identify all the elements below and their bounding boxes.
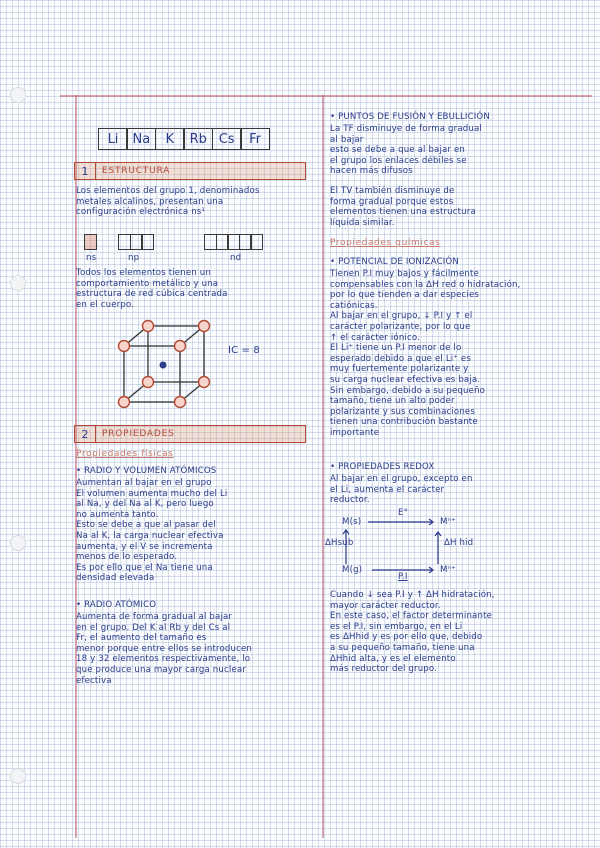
radius-volume-text: Aumentan al bajar en el grupo El volumen aumenta mucho del Li al Na, y del Na al K, pero luego no aumenta tanto. Esto se debe a que al pasar del Na al K, la carga nuclear efectiva aumenta, y el V se incrementa menos de lo esperado. Es por ello que el Na tiene una densidad elevada	[76, 478, 228, 584]
ns-orbital	[84, 234, 96, 250]
element-symbols-table	[98, 128, 268, 150]
nd-orbitals	[204, 234, 262, 250]
radius-volume-heading: • RADIO Y VOLUMEN ATÓMICOS	[76, 466, 217, 476]
ion-gas-label: Mⁿ⁺	[440, 565, 456, 575]
binder-hole	[10, 275, 26, 291]
binder-hole	[10, 535, 26, 551]
nd-label: nd	[230, 253, 242, 263]
section-title: ESTRUCTURA	[102, 166, 171, 176]
redox-heading: • PROPIEDADES REDOX	[330, 462, 435, 472]
section-1-header	[74, 162, 306, 180]
melting-boiling-heading: • PUNTOS DE FUSIÓN Y EBULLICIÓN	[330, 112, 490, 122]
section-number: 2	[75, 426, 96, 442]
section-number: 1	[75, 163, 96, 179]
orbital-box	[84, 234, 97, 250]
symbol-cell: Fr	[240, 128, 270, 150]
physical-properties-heading: Propiedades físicas	[76, 449, 174, 459]
bcc-description: Todos los elementos tienen un comportamiento metálico y una estructura de red cúbica centrada en el cuerpo.	[76, 268, 228, 310]
atomic-radius-text: Aumenta de forma gradual al bajar en el grupo. Del K al Rb y del Cs al Fr, el aumento del tamaño es menor porque entre ellos se introducen 18 y 32 elementos respectivamente, lo que produce una mayor carga nuclear efectiva	[76, 612, 253, 686]
middle-margin-line	[322, 95, 324, 838]
orbital-box	[141, 234, 154, 250]
metal-gas-label: M(g)	[342, 565, 363, 575]
orbital-box	[250, 234, 263, 250]
symbol-cell: Cs	[212, 128, 242, 150]
binder-hole	[10, 768, 26, 784]
np-orbitals	[118, 234, 153, 250]
hydration-enthalpy-label: ΔH hid	[444, 538, 474, 548]
boiling-point-text: El TV también disminuye de forma gradual porque estos elementos tienen una estructura líquida similar.	[330, 186, 476, 228]
symbol-cell: Rb	[183, 128, 213, 150]
section-title: PROPIEDADES	[102, 429, 175, 439]
binder-hole	[10, 87, 26, 103]
ns-label: ns	[86, 253, 97, 263]
coordination-index-label: IC = 8	[228, 345, 260, 356]
intro-text: Los elementos del grupo 1, denominados metales alcalinos, presentan una configuración electrónica ns¹	[76, 186, 260, 218]
symbol-cell: Li	[98, 128, 128, 150]
chemical-properties-heading: Propiedades químicas	[330, 238, 441, 248]
conclusion-text: Cuando ↓ sea P.I y ↑ ΔH hidratación, mayor carácter reductor. En este caso, el factor determinante es el P.I, sin embargo, en el Li es ΔHhid y es por ello que, debido a su pequeño tamaño, tiene una ΔHhid alta, y es el elemento más reductor del grupo.	[330, 590, 495, 675]
melting-point-text: La TF disminuye de forma gradual al bajar esto se debe a que al bajar en el grupo los enlaces débiles se hacen más difusos	[330, 124, 482, 177]
ionization-heading: • POTENCIAL DE IONIZACIÓN	[330, 257, 459, 267]
atomic-radius-heading: • RADIO ATÓMICO	[76, 600, 157, 610]
sublimation-enthalpy-label: ΔHsub	[325, 538, 354, 548]
standard-potential-label: E°	[398, 508, 409, 518]
symbol-cell: Na	[126, 128, 156, 150]
top-margin-line	[60, 95, 592, 97]
redox-text: Al bajar en el grupo, excepto en el Li, aumenta el carácter reductor.	[330, 474, 473, 506]
np-label: np	[128, 253, 140, 263]
ionization-text: Tienen P.I muy bajos y fácilmente compensables con la ΔH red o hidratación, por lo que tienden a dar especies catiónicas. Al bajar en el grupo, ↓ P.I y ↑ el carácter polarizante, por lo que ↑ el carácter iónico. El Li⁺ tiene un P.I menor de lo esperado debido a que el Li⁺ es muy fuertemente polarizante y su carga nuclear efectiva es baja. Sin embargo, debido a su pequeño tamaño, tiene un alto poder polarizante y sus combinaciones tienen una contribución bastante importante	[330, 269, 521, 438]
ionization-potential-label: P.I	[398, 572, 408, 582]
section-2-header	[74, 425, 306, 443]
symbol-cell: K	[155, 128, 185, 150]
metal-solid-label: M(s)	[342, 517, 362, 527]
bcc-cube-diagram	[110, 318, 215, 413]
ion-aqueous-label: Mⁿ⁺	[440, 517, 456, 527]
